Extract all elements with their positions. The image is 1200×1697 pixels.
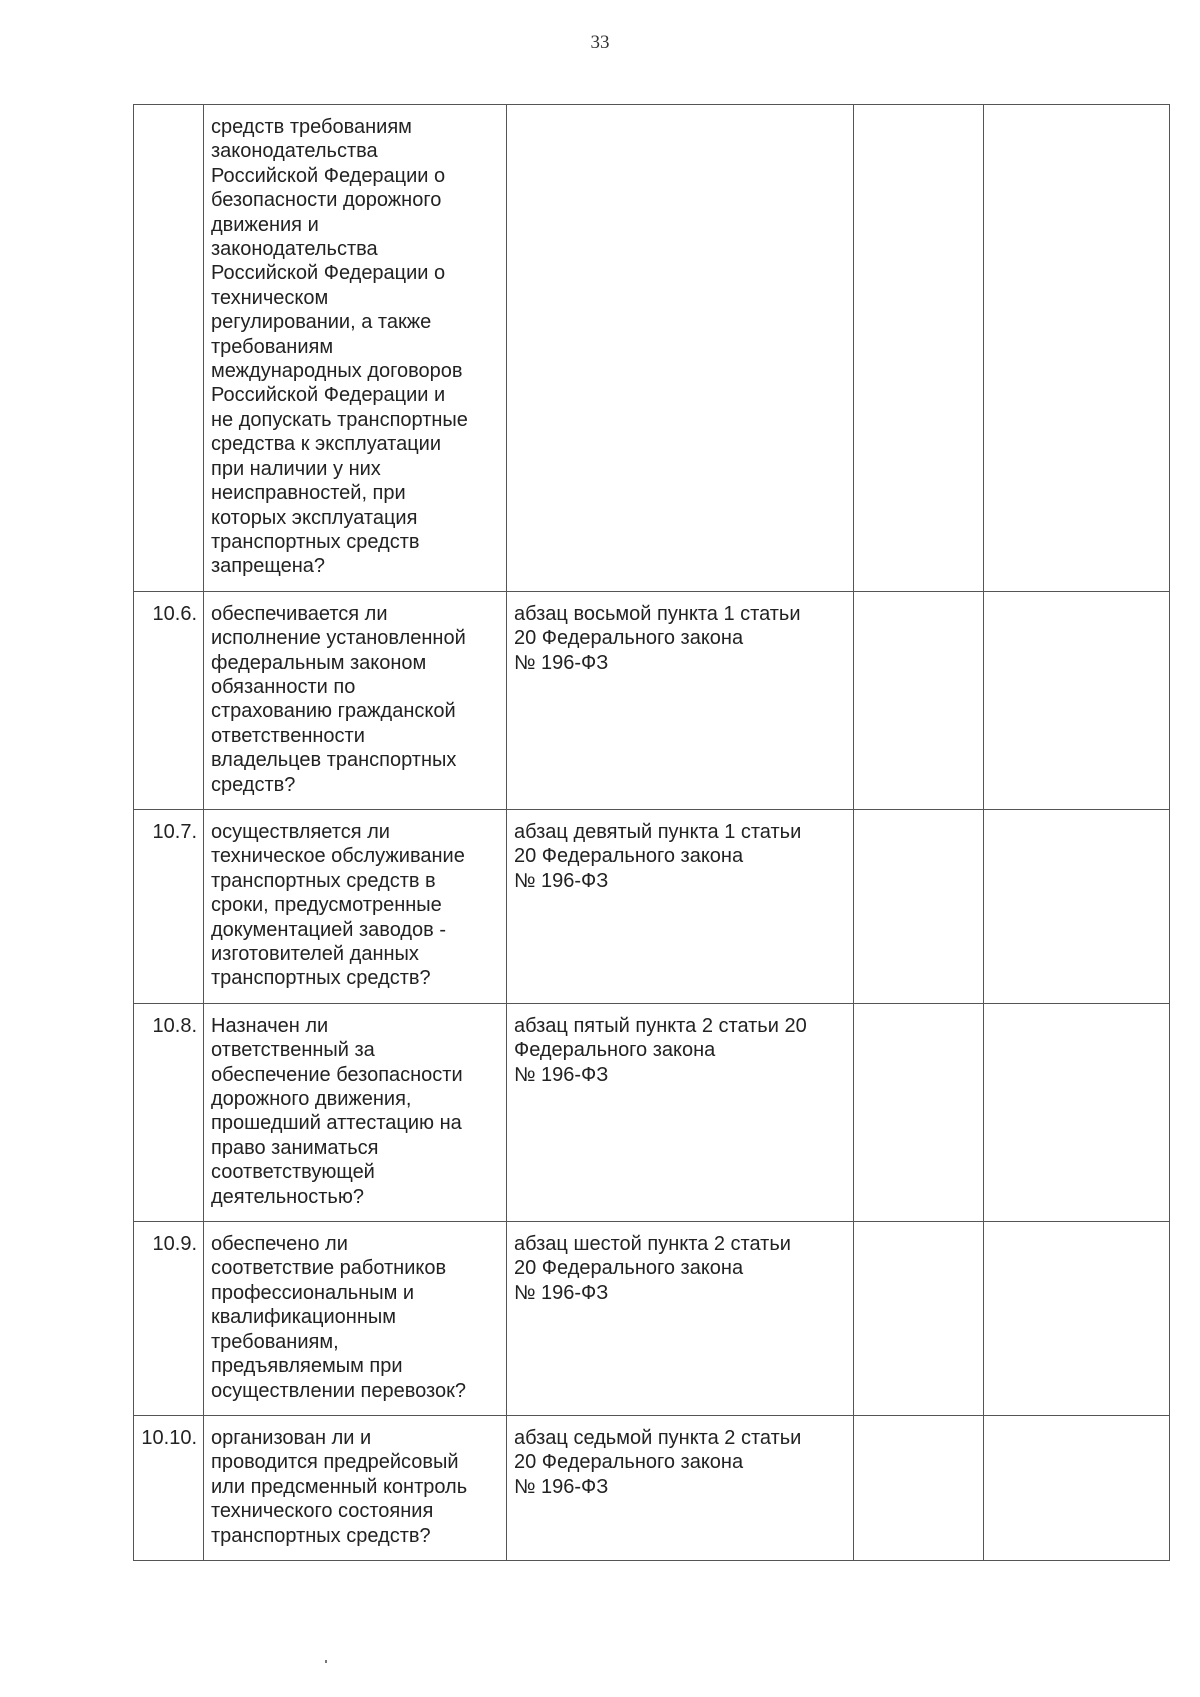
answer-cell (854, 105, 984, 592)
note-cell (984, 1415, 1170, 1560)
reference-cell (507, 809, 854, 1003)
reference-text: абзац шестой пункта 2 статьи 20 Федерального закона № 196-ФЗ (514, 1233, 791, 1304)
reference-cell (507, 105, 854, 592)
reference-text: абзац пятый пункта 2 статьи 20 Федерального закона № 196-ФЗ (514, 1014, 807, 1086)
row-number-cell (134, 1003, 204, 1221)
reference-cell (507, 591, 854, 809)
table-row (134, 591, 1170, 809)
answer-cell (854, 1222, 984, 1416)
row-number: 10.8. (152, 1014, 197, 1037)
answer-cell (854, 1415, 984, 1560)
answer-cell (854, 809, 984, 1003)
question-text: обеспечено ли соответствие работников профессиональным и квалификационным требованиям, предъявляемым при осуществлении перевозок? (211, 1233, 466, 1402)
checklist-table (133, 104, 1170, 1561)
question-text: организован ли и проводится предрейсовый или предсменный контроль технического состояния транспортных средств? (211, 1426, 468, 1547)
row-number-cell (134, 1415, 204, 1560)
note-cell (984, 1003, 1170, 1221)
table-row (134, 809, 1170, 1003)
reference-text: абзац седьмой пункта 2 статьи 20 Федерального закона № 196-ФЗ (514, 1426, 802, 1498)
question-cell (204, 809, 507, 1003)
question-cell (204, 1222, 507, 1416)
question-text: средств требованиям законодательства Российской Федерации о безопасности дорожного движения и законодательства Российской Федерации о техническом регулировании, а также требованиям международных договоров Российской Федерации и не допускать транспортные средства к эксплуатации при наличии у них неисправностей, при которых эксплуатация транспортных средств запрещена? (211, 116, 468, 578)
row-number-cell (134, 105, 204, 592)
question-text: Назначен ли ответственный за обеспечение безопасности дорожного движения, прошедший аттестацию на право заниматься соответствующей деятельностью? (211, 1014, 463, 1208)
reference-text: абзац восьмой пункта 1 статьи 20 Федерального закона № 196-ФЗ (514, 602, 801, 674)
note-cell (984, 1222, 1170, 1416)
row-number: 10.9. (152, 1233, 197, 1256)
note-cell (984, 809, 1170, 1003)
page-number: 33 (590, 32, 610, 53)
note-cell (984, 591, 1170, 809)
question-cell (204, 105, 507, 592)
row-number: 10.10. (141, 1426, 197, 1449)
answer-cell (854, 591, 984, 809)
row-number-cell (134, 591, 204, 809)
question-cell (204, 1415, 507, 1560)
row-number-cell (134, 809, 204, 1003)
reference-cell (507, 1415, 854, 1560)
table-row (134, 1415, 1170, 1560)
reference-text: абзац девятый пункта 1 статьи 20 Федерального закона № 196-ФЗ (514, 820, 802, 892)
row-number-cell (134, 1222, 204, 1416)
question-cell (204, 1003, 507, 1221)
scan-speck (325, 1660, 327, 1663)
question-cell (204, 591, 507, 809)
table-row (134, 1222, 1170, 1416)
table-row (134, 105, 1170, 592)
answer-cell (854, 1003, 984, 1221)
question-text: обеспечивается ли исполнение установленной федеральным законом обязанности по страхованию гражданской ответственности владельцев транспортных средств? (211, 602, 466, 796)
reference-cell (507, 1222, 854, 1416)
row-number: 10.6. (152, 602, 197, 625)
question-text: осуществляется ли техническое обслуживание транспортных средств в сроки, предусмотренные документацией заводов - изготовителей данных транспортных средств? (211, 820, 465, 990)
row-number: 10.7. (152, 820, 197, 843)
note-cell (984, 105, 1170, 592)
reference-cell (507, 1003, 854, 1221)
table-row (134, 1003, 1170, 1221)
